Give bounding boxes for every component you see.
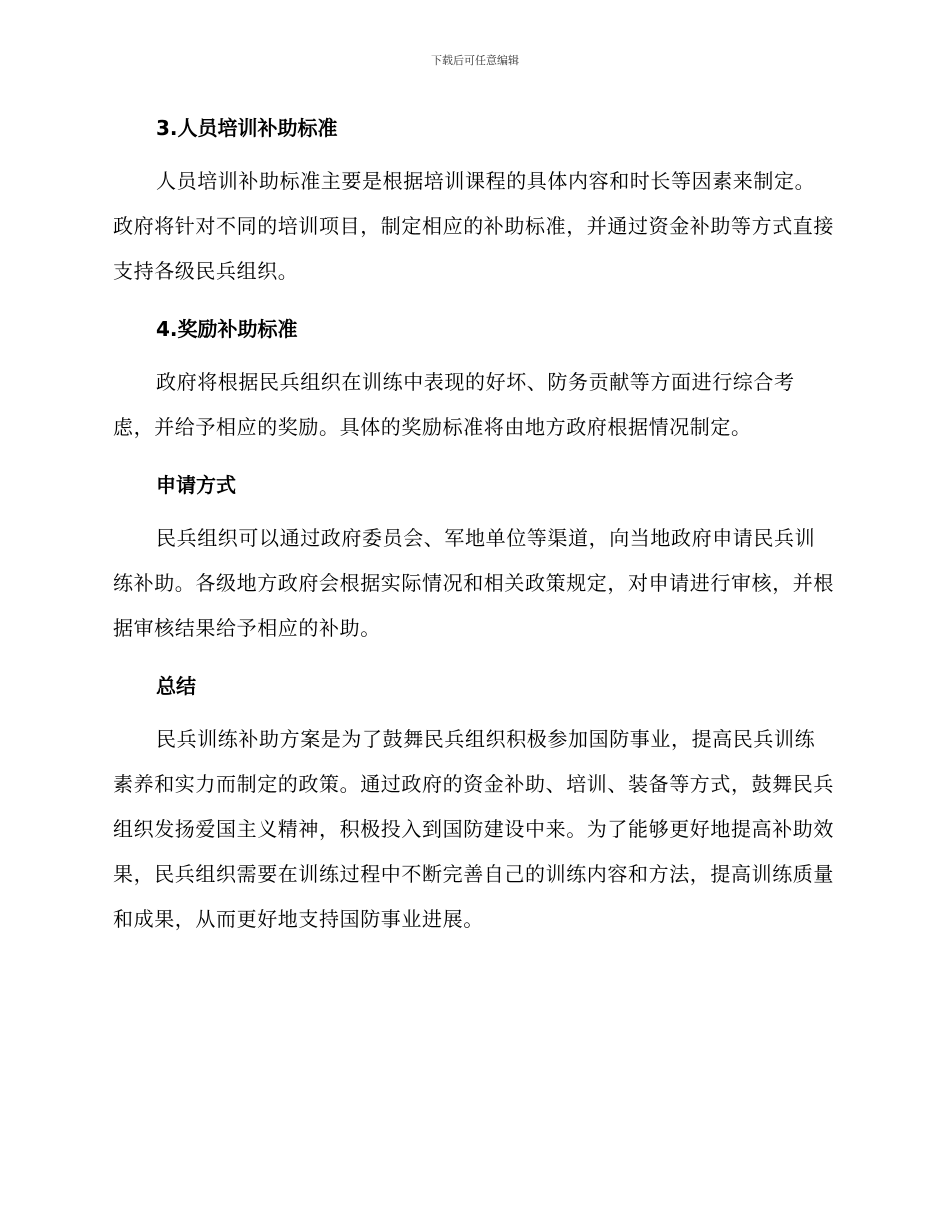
document-body — [113, 113, 835, 942]
section-heading-training-subsidy: 3.人员培训补助标准 — [156, 116, 338, 140]
section-heading-summary: 总结 — [156, 674, 196, 698]
section-paragraph-application: 民兵组织可以通过政府委员会、军地单位等渠道，向当地政府申请民兵训练补助。各级地方政府会根据实际情况和相关政策规定，对申请进行审核，并根据审核结果给予相应的补助。 — [113, 526, 834, 640]
section-heading-reward-subsidy: 4.奖励补助标准 — [156, 317, 298, 341]
page-header-note: 下载后可任意编辑 — [431, 54, 519, 67]
section-paragraph-reward-subsidy: 政府将根据民兵组织在训练中表现的好坏、防务贡献等方面进行综合考虑，并给予相应的奖励。具体的奖励标准将由地方政府根据情况制定。 — [113, 370, 795, 439]
section-paragraph-training-subsidy: 人员培训补助标准主要是根据培训课程的具体内容和时长等因素来制定。政府将针对不同的培训项目，制定相应的补助标准，并通过资金补助等方式直接支持各级民兵组织。 — [113, 169, 834, 283]
section-paragraph-summary: 民兵训练补助方案是为了鼓舞民兵组织积极参加国防事业，提高民兵训练素养和实力而制定的政策。通过政府的资金补助、培训、装备等方式，鼓舞民兵组织发扬爱国主义精神，积极投入到国防建设中来。为了能够更好地提高补助效果，民兵组织需要在训练过程中不断完善自己的训练内容和方法，提高训练质量和成果，从而更好地支持国防事业进展。 — [113, 727, 834, 931]
section-heading-application: 申请方式 — [156, 473, 236, 497]
